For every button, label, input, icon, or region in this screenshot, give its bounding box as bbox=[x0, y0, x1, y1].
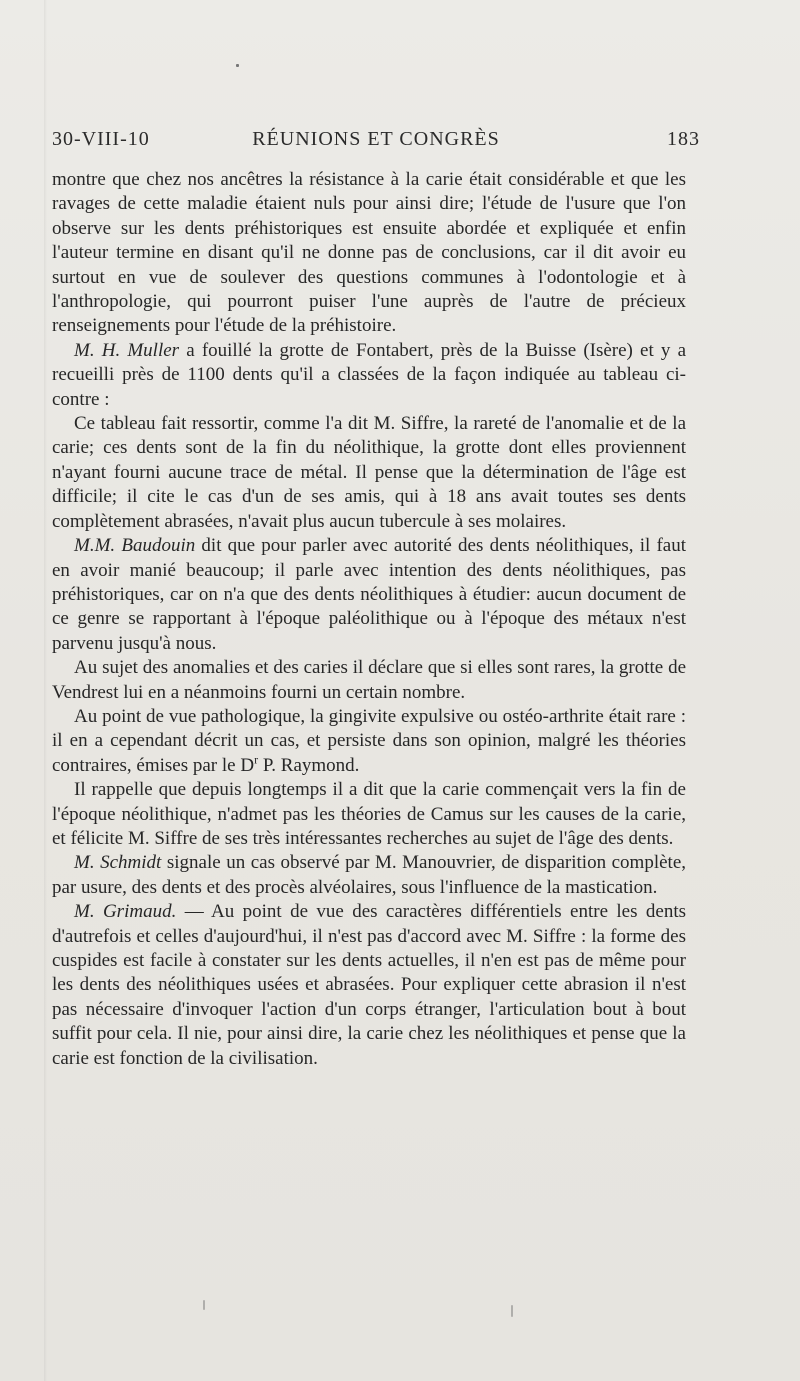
running-header bbox=[52, 128, 700, 160]
header-date: 30-VIII-10 bbox=[52, 128, 150, 150]
paragraph-2 bbox=[52, 339, 686, 412]
paragraph-6 bbox=[52, 705, 686, 778]
paragraph-text: Il rappelle que depuis longtemps il a dit que la carie commençait vers la fin de l'époque néolithique, n'admet pas les théories de Camus sur les causes de la carie, et félicite M. Siffre de ses très intéressantes recherches au sujet de l'âge des dents. bbox=[52, 779, 686, 849]
superscript: r bbox=[254, 752, 259, 767]
paragraph-text: — Au point de vue des caractères différentiels entre les dents d'autrefois et celles d'aujourd'hui, il n'est pas d'accord avec M. Siffre : la forme des cuspides est facile à constater sur les dents actuelles, il n'en est pas de même pour les dents des néolithiques usées et abrasées. Pour expliquer cette abrasion il n'est pas nécessaire d'invoquer l'action d'un corps étranger, l'articulation bout à bout suffit pour cela. Il nie, pour ainsi dire, la carie chez les néolithiques et pense que la carie est fonction de la civilisation. bbox=[52, 901, 686, 1069]
paragraph-text: Au point de vue pathologique, la gingivite expulsive ou ostéo-arthrite était rare : il en a cependant décrit un cas, et persiste dans son opinion, malgré les théories contraires, émises par le D bbox=[52, 705, 686, 776]
paper-speck bbox=[203, 1300, 205, 1310]
page-body bbox=[52, 168, 686, 1071]
paragraph-text: a fouillé la grotte de Fontabert, près de la Buisse (Isère) et y a recueilli près de 1100 dents qu'il a classées de la façon indiquée au tableau ci-contre : bbox=[52, 339, 686, 410]
paragraph-7 bbox=[52, 778, 686, 851]
page-fold-shadow bbox=[44, 0, 47, 1381]
paragraph-text: Au sujet des anomalies et des caries il déclare que si elles sont rares, la grotte de Vendrest lui en a néanmoins fourni un certain nombre. bbox=[52, 657, 686, 703]
speaker-name: M. Schmidt bbox=[74, 852, 162, 874]
paper-speck bbox=[236, 64, 239, 67]
paragraph-8 bbox=[52, 851, 686, 900]
paper-speck bbox=[511, 1305, 513, 1317]
speaker-name: M. Grimaud. bbox=[74, 901, 177, 923]
page-number: 183 bbox=[667, 128, 700, 150]
paragraph-9 bbox=[52, 900, 686, 1071]
paragraph-text: dit que pour parler avec autorité des dents néolithiques, il faut en avoir manié beaucoup; il parle avec intention des dents néolithiques, pas préhistoriques, car on n'a que des dents néolithiques à étudier: aucun document de ce genre se rapportant à l'époque paléolithique ou à l'époque des métaux n'est parvenu jusqu'à nous. bbox=[52, 535, 686, 654]
paragraph-text: Ce tableau fait ressortir, comme l'a dit M. Siffre, la rareté de l'anomalie et de la carie; ces dents sont de la fin du néolithique, la grotte dont elles proviennent n'ayant fourni aucune trace de métal. Il pense que la détermination de l'âge est difficile; il cite le cas d'un de ses amis, qui à 18 ans avait toutes ses dents complètement abrasées, n'avait plus aucun tubercule à ses molaires. bbox=[52, 413, 686, 532]
paragraph-3 bbox=[52, 412, 686, 534]
paragraph-4 bbox=[52, 534, 686, 656]
paragraph-text: montre que chez nos ancêtres la résistance à la carie était considérable et que les ravages de cette maladie étaient nuls pour ainsi dire; l'étude de l'usure que l'on observe sur les dents préhistoriques est ensuite abordée et expliquée et enfin l'auteur termine en disant qu'il ne donne pas de conclusions, car il dit avoir eu surtout en vue de soulever des questions communes à l'odontologie et à l'anthropologie, qui pourront puiser l'une auprès de l'autre de précieux renseignements pour l'étude de la préhistoire. bbox=[52, 169, 686, 337]
paragraph-text-after: P. Raymond. bbox=[258, 754, 360, 776]
header-title: RÉUNIONS ET CONGRÈS bbox=[252, 128, 500, 150]
paragraph-text: signale un cas observé par M. Manouvrier, de disparition complète, par usure, des dents et des procès alvéolaires, sous l'influence de la mastication. bbox=[52, 852, 686, 898]
speaker-name: M. H. Muller bbox=[74, 339, 180, 361]
paragraph-1 bbox=[52, 168, 686, 339]
paragraph-5 bbox=[52, 656, 686, 705]
speaker-name: M.M. Baudouin bbox=[74, 535, 196, 557]
